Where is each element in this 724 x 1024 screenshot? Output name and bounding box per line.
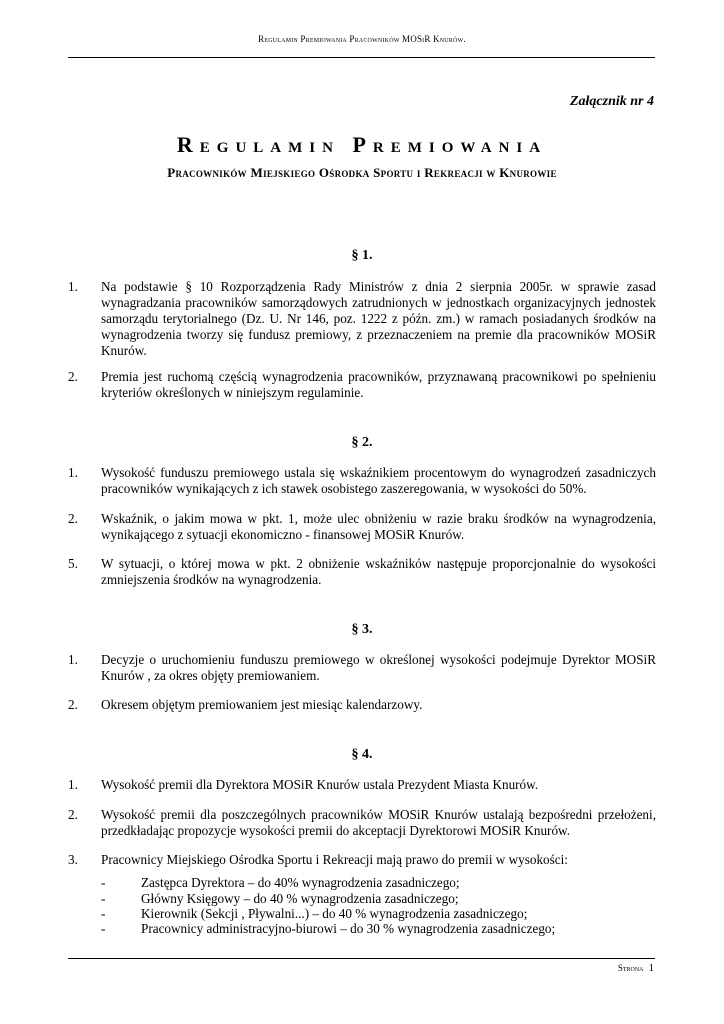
page-number: 1 — [648, 962, 654, 974]
section-2-heading: § 2. — [351, 435, 373, 450]
section-4-item-2 — [68, 807, 656, 839]
item-text: Na podstawie § 10 Rozporządzenia Rady Ministrów z dnia 2 sierpnia 2005r. w sprawie zasad wynagradzania pracowników samorządowych zatrudnionych w jednostkach organizacyjnych jednostek samorządu terytorialnego (Dz. U. Nr 146, poz. 1222 z późn. zm.) w ramach posiadanych środków na wynagrodzenia tworzy się fundusz premiowy, z przeznaczeniem na premie dla pracowników MOSiR Knurów. — [101, 279, 656, 358]
item-text: Wysokość premii dla Dyrektora MOSiR Knurów ustala Prezydent Miasta Knurów. — [101, 777, 539, 792]
item-number: 1. — [68, 777, 78, 792]
item-text: Wysokość funduszu premiowego ustala się wskaźnikiem procentowym do wynagrodzeń zasadniczych pracowników wynikających z ich stawek osobistego zaszeregowania, w wysokości do 50%. — [101, 465, 656, 496]
item-text: Okresem objętym premiowaniem jest miesiąc kalendarzowy. — [101, 697, 423, 712]
section-2-item-1 — [68, 465, 656, 497]
running-header: Regulamin Premiowania Pracowników MOSiR Knurów. — [258, 34, 466, 44]
section-4-item-3 — [68, 852, 656, 868]
item-text: W sytuacji, o której mowa w pkt. 2 obniżenie wskaźników następuje proporcjonalnie do wysokości zmniejszenia środków na wynagrodzenia. — [101, 556, 656, 587]
section-4-heading: § 4. — [351, 747, 373, 762]
list-dash: - — [101, 906, 106, 921]
item-text: Decyzje o uruchomieniu funduszu premiowego w określonej wysokości podejmuje Dyrektor MOSiR Knurów , za okres objęty premiowaniem. — [101, 652, 656, 683]
annex-label: Załącznik nr 4 — [569, 94, 654, 109]
list-dash: - — [101, 875, 106, 890]
document-subtitle: Pracowników Miejskiego Ośrodka Sportu i Rekreacji w Knurowie — [167, 165, 557, 180]
list-item-text: Główny Księgowy – do 40 % wynagrodzenia zasadniczego; — [141, 891, 459, 906]
item-number: 2. — [68, 369, 78, 384]
item-number: 1. — [68, 279, 78, 294]
section-3-item-2 — [68, 697, 656, 713]
list-dash: - — [101, 891, 106, 906]
premium-rate-list-item — [101, 906, 656, 922]
header-divider — [68, 57, 655, 58]
item-number: 2. — [68, 697, 78, 712]
item-text: Wysokość premii dla poszczególnych pracowników MOSiR Knurów ustalają bezpośredni przełożeni, przedkładając propozycje wysokości premii do akceptacji Dyrektorowi MOSiR Knurów. — [101, 807, 656, 838]
section-4-item-1 — [68, 777, 656, 793]
page-footer — [618, 962, 654, 974]
section-1-heading: § 1. — [351, 248, 373, 263]
item-text: Premia jest ruchomą częścią wynagrodzenia pracowników, przyznawaną pracownikowi po spełnieniu kryteriów określonych w niniejszym regulaminie. — [101, 369, 656, 400]
section-3-item-1 — [68, 652, 656, 684]
premium-rate-list-item — [101, 921, 656, 937]
section-1-item-2 — [68, 369, 656, 401]
item-number: 5. — [68, 556, 78, 571]
document-title: Regulamin Premiowania — [176, 132, 548, 157]
page-label: Strona — [617, 963, 644, 973]
item-number: 1. — [68, 465, 78, 480]
footer-divider — [68, 958, 655, 959]
premium-rate-list-item — [101, 875, 656, 891]
item-text: Wskaźnik, o jakim mowa w pkt. 1, może ulec obniżeniu w razie braku środków na wynagrodzenia, wynikającego z sytuacji ekonomiczno - finansowej MOSiR Knurów. — [101, 511, 656, 542]
section-1-item-1 — [68, 279, 656, 359]
item-number: 2. — [68, 511, 78, 526]
section-2-item-5 — [68, 556, 656, 588]
section-3-heading: § 3. — [351, 622, 373, 637]
item-text: Pracownicy Miejskiego Ośrodka Sportu i Rekreacji mają prawo do premii w wysokości: — [101, 852, 568, 867]
premium-rate-list-item — [101, 891, 656, 907]
item-number: 2. — [68, 807, 78, 822]
list-item-text: Zastępca Dyrektora – do 40% wynagrodzenia zasadniczego; — [141, 875, 460, 890]
section-2-item-2 — [68, 511, 656, 543]
item-number: 1. — [68, 652, 78, 667]
list-item-text: Pracownicy administracyjno-biurowi – do 30 % wynagrodzenia zasadniczego; — [141, 921, 556, 936]
list-item-text: Kierownik (Sekcji , Pływalni...) – do 40 % wynagrodzenia zasadniczego; — [141, 906, 528, 921]
list-dash: - — [101, 921, 106, 936]
item-number: 3. — [68, 852, 78, 867]
